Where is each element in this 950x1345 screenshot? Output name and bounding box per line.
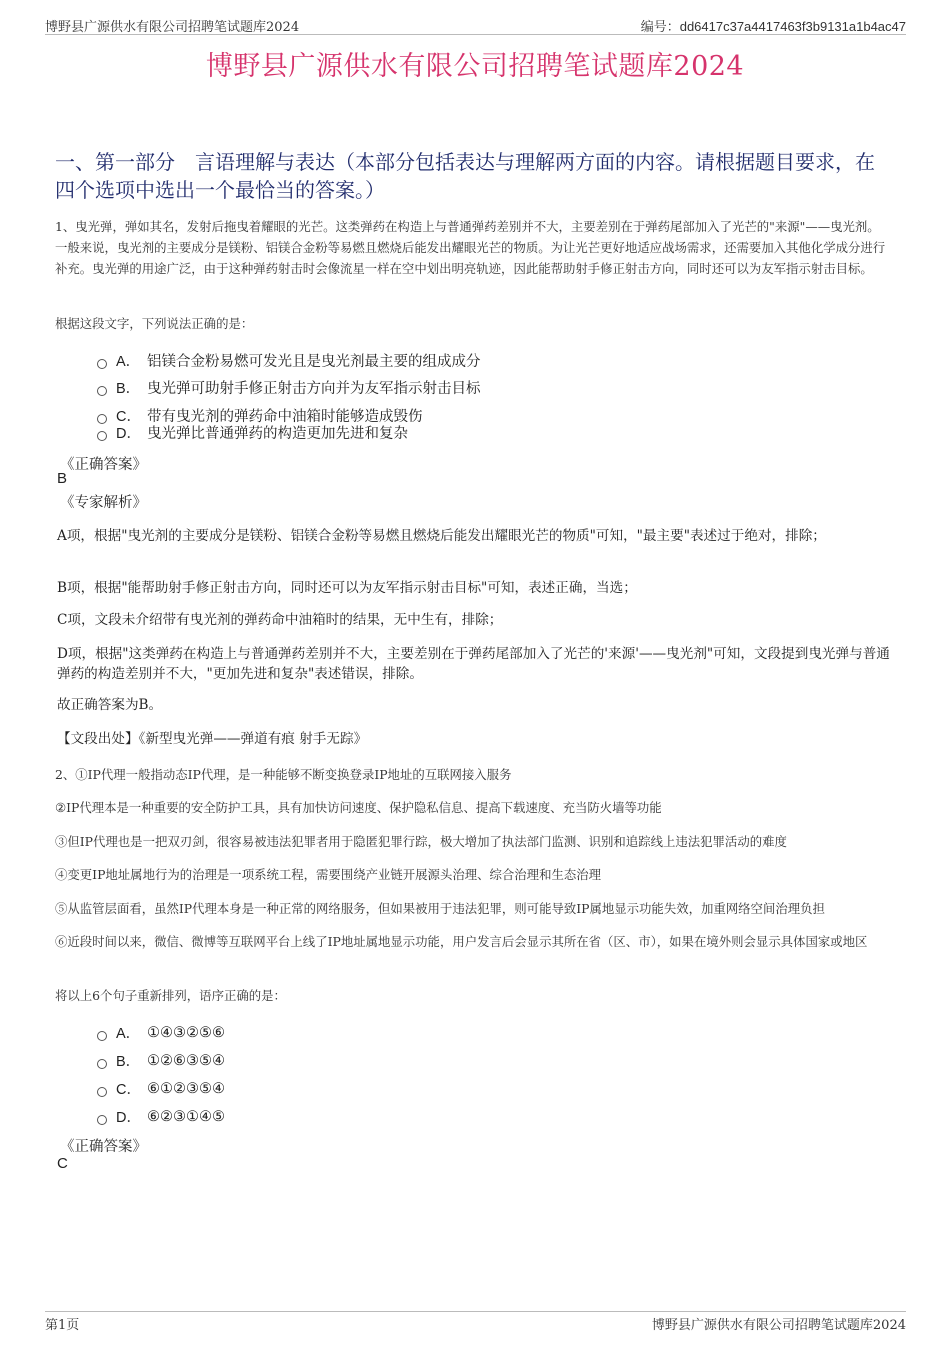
page-number: 第1页 bbox=[45, 1318, 80, 1333]
option-text: 铝镁合金粉易燃可发光且是曳光剂最主要的组成成分 bbox=[147, 354, 481, 370]
q2-option-c[interactable] bbox=[97, 1078, 225, 1099]
q1-option-a[interactable] bbox=[97, 350, 481, 371]
q2-sentence: ④变更IP地址属地行为的治理是一项系统工程，需要围绕产业链开展源头治理、综合治理和生态治理 bbox=[55, 867, 602, 882]
document-title: 博野县广源供水有限公司招聘笔试题库2024 bbox=[205, 51, 745, 82]
q1-answer-label: 《正确答案》 bbox=[60, 457, 147, 473]
radio-icon[interactable] bbox=[97, 386, 107, 396]
option-letter: B． bbox=[116, 1054, 141, 1070]
footer-divider bbox=[45, 1311, 906, 1312]
option-letter: A． bbox=[116, 354, 141, 370]
q1-prompt: 根据这段文字，下列说法正确的是： bbox=[55, 316, 254, 331]
q1-source: 【文段出处】《新型曳光弹——弹道有痕 射手无踪》 bbox=[57, 731, 368, 747]
radio-icon[interactable] bbox=[97, 1059, 107, 1069]
radio-icon[interactable] bbox=[97, 1115, 107, 1125]
q1-conclusion: 故正确答案为B。 bbox=[57, 697, 163, 713]
option-text: ①④③②⑤⑥ bbox=[147, 1024, 225, 1041]
q2-option-a[interactable] bbox=[97, 1022, 225, 1043]
q1-analysis-c: C项，文段未介绍带有曳光剂的弹药命中油箱时的结果，无中生有，排除； bbox=[57, 612, 503, 628]
q2-option-d[interactable] bbox=[97, 1106, 225, 1127]
option-letter: B． bbox=[116, 381, 141, 397]
radio-icon[interactable] bbox=[97, 359, 107, 369]
q1-analysis-a: A项，根据"曳光剂的主要成分是镁粉、铝镁合金粉等易燃且燃烧后能发出耀眼光芒的物质"可知，"最主要"表述过于绝对，排除； bbox=[57, 528, 826, 544]
option-text: ⑥①②③⑤④ bbox=[147, 1080, 225, 1097]
q2-sentence: ③但IP代理也是一把双刃剑，很容易被违法犯罪者用于隐匿犯罪行踪，极大增加了执法部门监测、识别和追踪线上违法犯罪活动的难度 bbox=[55, 834, 787, 849]
q2-option-b[interactable] bbox=[97, 1050, 225, 1071]
option-letter: C． bbox=[116, 409, 141, 425]
radio-icon[interactable] bbox=[97, 1087, 107, 1097]
option-letter: A． bbox=[116, 1026, 141, 1042]
document-code bbox=[641, 16, 906, 35]
q2-answer: C bbox=[57, 1155, 68, 1172]
option-text: 曳光弹可助射手修正射击方向并为友军指示射击目标 bbox=[147, 381, 481, 397]
option-text: 带有曳光剂的弹药命中油箱时能够造成毁伤 bbox=[147, 409, 423, 425]
code-value: dd6417c37a4417463f3b9131a1b4ac47 bbox=[679, 19, 906, 34]
header-title: 博野县广源供水有限公司招聘笔试题库2024 bbox=[45, 20, 300, 35]
q2-sentence: ⑤从监管层面看，虽然IP代理本身是一种正常的网络服务，但如果被用于违法犯罪，则可能导致IP属地显示功能失效，加重网络空间治理负担 bbox=[55, 901, 825, 916]
option-letter: D． bbox=[116, 1110, 141, 1126]
radio-icon[interactable] bbox=[97, 431, 107, 441]
q1-analysis-d: D项，根据"这类弹药在构造上与普通弹药差别并不大，主要差别在于弹药尾部加入了光芒的'来源'——曳光剂"可知，文段提到曳光弹与普通弹药的构造差别并不大，"更加先进和复杂"表述错误，排除。 bbox=[57, 646, 890, 682]
q1-option-d[interactable] bbox=[97, 422, 408, 443]
q1-analysis-label: 《专家解析》 bbox=[60, 495, 147, 511]
q1-analysis-b: B项，根据"能帮助射手修正射击方向，同时还可以为友军指示射击目标"可知，表述正确，当选； bbox=[57, 580, 637, 596]
radio-icon[interactable] bbox=[97, 1031, 107, 1041]
option-text: 曳光弹比普通弹药的构造更加先进和复杂 bbox=[147, 426, 408, 442]
q1-option-b[interactable] bbox=[97, 377, 481, 398]
section-title: 一、第一部分 言语理解与表达（本部分包括表达与理解两方面的内容。请根据题目要求，在四个选项中选出一个最恰当的答案。） bbox=[55, 150, 875, 202]
q2-sentence: ②IP代理本是一种重要的安全防护工具，具有加快访问速度、保护隐私信息、提高下载速度、充当防火墙等功能 bbox=[55, 800, 662, 815]
header-divider bbox=[45, 34, 906, 35]
q2-sentence: ⑥近段时间以来，微信、微博等互联网平台上线了IP地址属地显示功能，用户发言后会显示其所在省（区、市），如果在境外则会显示具体国家或地区 bbox=[55, 934, 868, 949]
q2-sentence: 2、①IP代理一般指动态IP代理，是一种能够不断变换登录IP地址的互联网接入服务 bbox=[55, 767, 512, 782]
footer-title: 博野县广源供水有限公司招聘笔试题库2024 bbox=[651, 1318, 906, 1333]
option-letter: C． bbox=[116, 1082, 141, 1098]
q2-prompt: 将以上6个句子重新排列，语序正确的是： bbox=[55, 988, 286, 1003]
option-text: ①②⑥③⑤④ bbox=[147, 1052, 225, 1069]
q2-answer-label: 《正确答案》 bbox=[60, 1139, 147, 1155]
option-letter: D． bbox=[116, 426, 141, 442]
q1-passage: 1、曳光弹，弹如其名，发射后拖曳着耀眼的光芒。这类弹药在构造上与普通弹药差别并不大，主要差别在于弹药尾部加入了光芒的"来源"——曳光剂。一般来说，曳光剂的主要成分是镁粉、铝镁合金粉等易燃且燃烧后能发出耀眼光芒的物质。为让光芒更好地适应战场需求，还需要加入其他化学成分进行补充。曳光弹的用途广泛，由于这种弹药射击时会像流星一样在空中划出明亮轨迹，因此能帮助射手修正射击方向，同时还可以为友军指示射击目标。 bbox=[55, 219, 886, 276]
code-label: 编号： bbox=[640, 20, 680, 35]
option-text: ⑥②③①④⑤ bbox=[147, 1108, 225, 1125]
q1-answer: B bbox=[57, 470, 68, 487]
